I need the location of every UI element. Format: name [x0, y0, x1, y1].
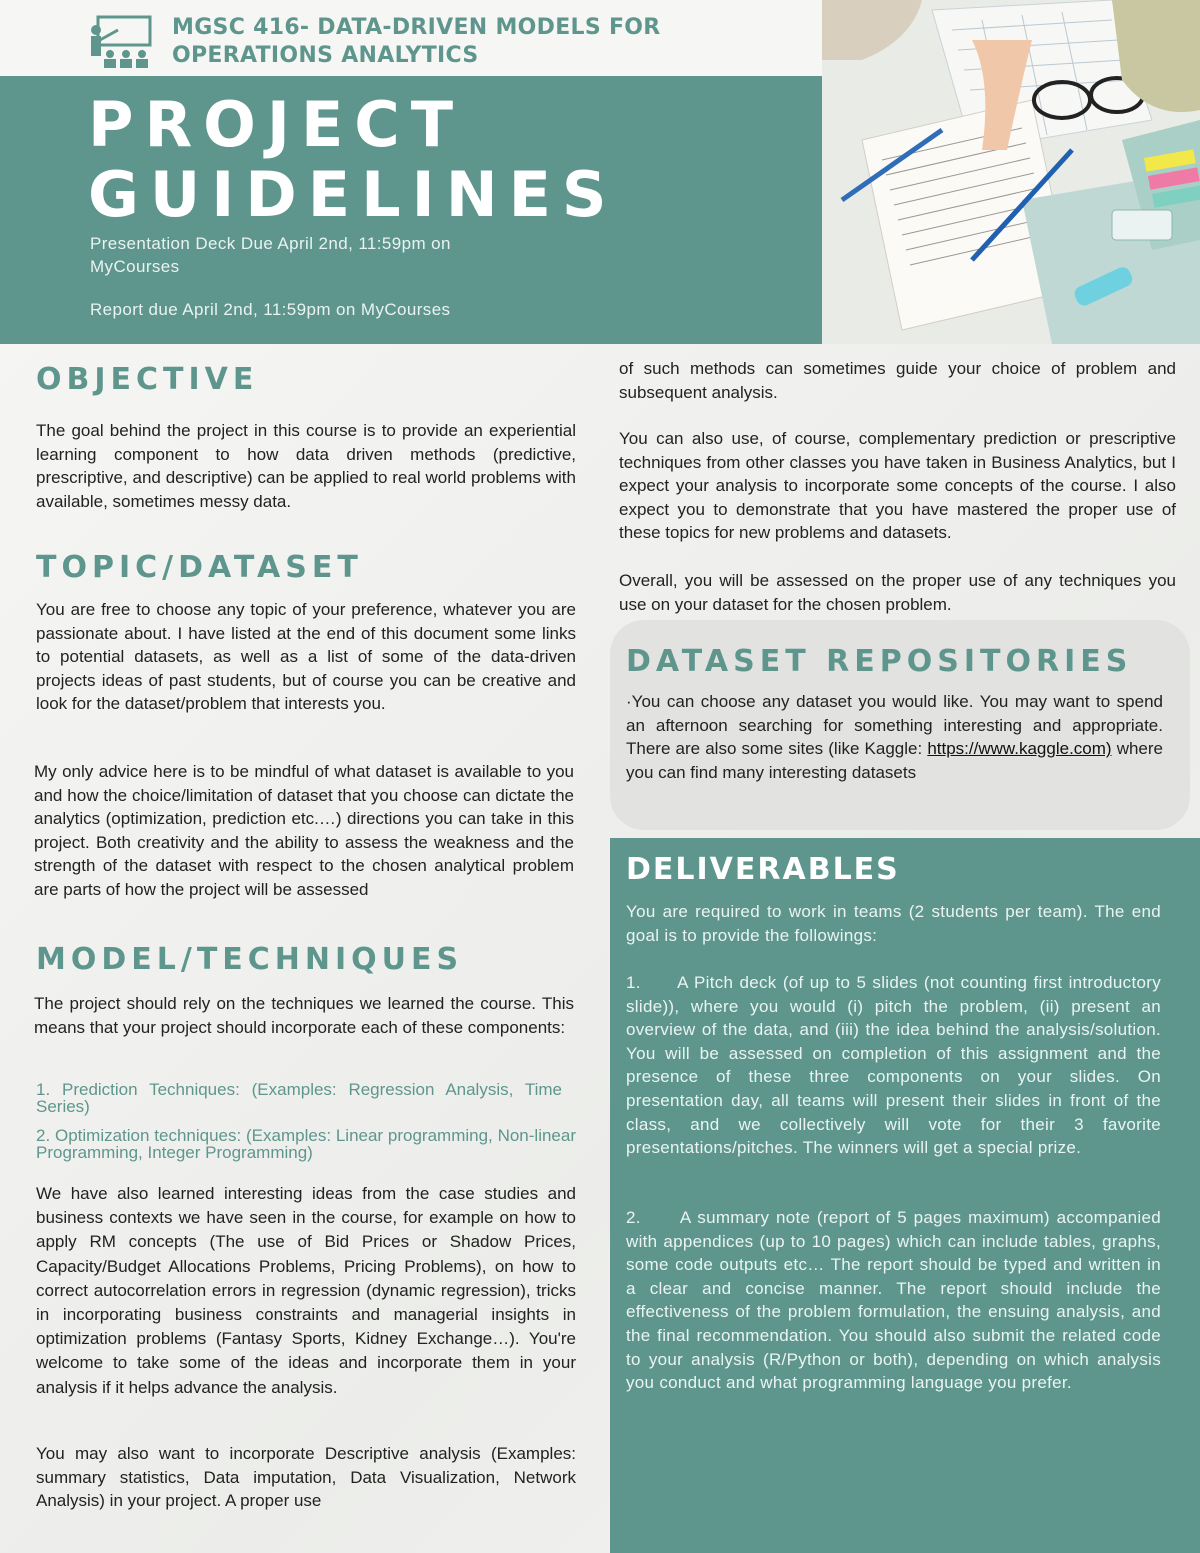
- page-title: [88, 90, 618, 230]
- model-item-prediction: 1. Prediction Techniques: (Examples: Regression Analysis, Time Series): [36, 1080, 562, 1116]
- course-title-line1: MGSC 416- DATA-DRIVEN MODELS FOR: [172, 15, 661, 40]
- deliverables-intro: You are required to work in teams (2 students per team). The end goal is to provide the followings:: [626, 902, 1161, 945]
- repositories-text: [626, 690, 1163, 784]
- deliverables-heading: DELIVERABLES: [626, 852, 900, 887]
- topic-paragraph-2: My only advice here is to be mindful of what dataset is available to you and how the choice/limitation of dataset that you choose can dictate the analytics (optimization, prediction etc.…) directions you can take in this project. Both creativity and the ability to assess the weakness and the strength of the dataset with respect to the chosen analytical problem are parts of how the project will be assessed: [34, 762, 574, 899]
- header-strip: [0, 0, 822, 76]
- model-paragraph-1: We have also learned interesting ideas from the case studies and business contexts we have seen in the course, for example on how to apply RM concepts (The use of Bid Prices or Shadow Prices, Capacity/Budget Allocations Problems, Pricing Problems), on how to correct autocorrelation errors in regression (dynamic regression), tricks in incorporating business constraints and managerial insights in optimization problems (Fantasy Sports, Kidney Exchange…). You're welcome to take some of the ideas and incorporate them in your analysis if it helps advance the analysis.: [36, 1184, 576, 1397]
- model-techniques-heading: MODEL/TECHNIQUES: [36, 942, 464, 977]
- repositories-heading: DATASET REPOSITORIES: [626, 644, 1133, 679]
- page-title-line2: GUIDELINES: [88, 158, 618, 231]
- repositories-card: [610, 620, 1190, 830]
- model-paragraph-2: You may also want to incorporate Descriptive analysis (Examples: summary statistics, Data imputation, Data Visualization, Network Analysis) in your project. A proper use: [36, 1444, 576, 1511]
- classroom-teacher-icon: [88, 14, 154, 68]
- deck-due-line1: Presentation Deck Due April 2nd, 11:59pm on: [90, 234, 451, 253]
- topic-paragraph-1: You are free to choose any topic of your preference, whatever you are passionate about. I have listed at the end of this document some links to potential datasets, as well as a list of some of the data-driven projects ideas of past students, but of course you can be creative and look for the dataset/problem that interests you.: [36, 600, 576, 714]
- repositories-text-after: where you can find many interesting datasets: [626, 739, 1163, 782]
- topic-dataset-heading: TOPIC/DATASET: [36, 550, 363, 585]
- model-continued-2: You can also use, of course, complementary prediction or prescriptive techniques from other classes you have taken in Business Analytics, but I expect your analysis to incorporate some concepts of the course. I also expect you to demonstrate that you have mastered the proper use of these topics for new problems and datasets.: [619, 429, 1176, 543]
- model-intro: The project should rely on the techniques we learned the course. This means that your project should incorporate each of these components:: [34, 994, 574, 1037]
- header-photo: [822, 0, 1200, 344]
- deck-due-line2: MyCourses: [90, 257, 180, 276]
- page-title-line1: PROJECT: [88, 88, 465, 161]
- objective-heading: OBJECTIVE: [36, 362, 259, 397]
- objective-text: The goal behind the project in this course is to provide an experiential learning component to how data driven methods (predictive, prescriptive, and descriptive) can be applied to real world problems with available, sometimes messy data.: [36, 421, 576, 511]
- model-continued-1: of such methods can sometimes guide your choice of problem and subsequent analysis.: [619, 359, 1176, 402]
- repositories-text-before: ·You can choose any dataset you would like. You may want to spend an afternoon searching for something interesting and appropriate. There are also some sites (like Kaggle:: [626, 692, 1163, 759]
- course-title-line2: OPERATIONS ANALYTICS: [172, 43, 479, 68]
- study-desk-illustration: [822, 0, 1200, 344]
- kaggle-link[interactable]: https://www.kaggle.com): [927, 739, 1112, 759]
- deliverables-item-summary-note: 2. A summary note (report of 5 pages maximum) accompanied with appendices (up to 10 pages) which can include tables, graphs, some code outputs etc… The report should be typed and written in a clear and concise manner. The report should include the effectiveness of the problem formulation, the ensuing analysis, and the final recommendation. You should also submit the related code to your analysis (R/Python or both), depending on which analysis you conduct and what programming language you prefer.: [626, 1208, 1167, 1393]
- model-continued-3: Overall, you will be assessed on the proper use of any techniques you use on your dataset for the chosen problem.: [619, 571, 1176, 614]
- report-due-date: Report due April 2nd, 11:59pm on MyCourses: [90, 300, 451, 319]
- model-item-optimization: 2. Optimization techniques: (Examples: Linear programming, Non-linear Programming, Integer Programming): [36, 1126, 576, 1162]
- deliverables-item-pitch-deck: 1. A Pitch deck (of up to 5 slides (not counting first introductory slide)), where you would (i) pitch the problem, (ii) present an overview of the data, and (iii) the idea behind the analysis/solution. You will be assessed on completion of this assignment and the presence of these three components on your slides. On presentation day, all teams will present their slides in front of the class, and we collectively will vote for their 3 favorite presentations/pitches. The winners will get a special prize.: [626, 973, 1167, 1158]
- course-title: [172, 14, 812, 70]
- deliverables-panel: [610, 838, 1200, 1553]
- hero-banner: [0, 76, 822, 344]
- deck-due-date: [90, 232, 530, 278]
